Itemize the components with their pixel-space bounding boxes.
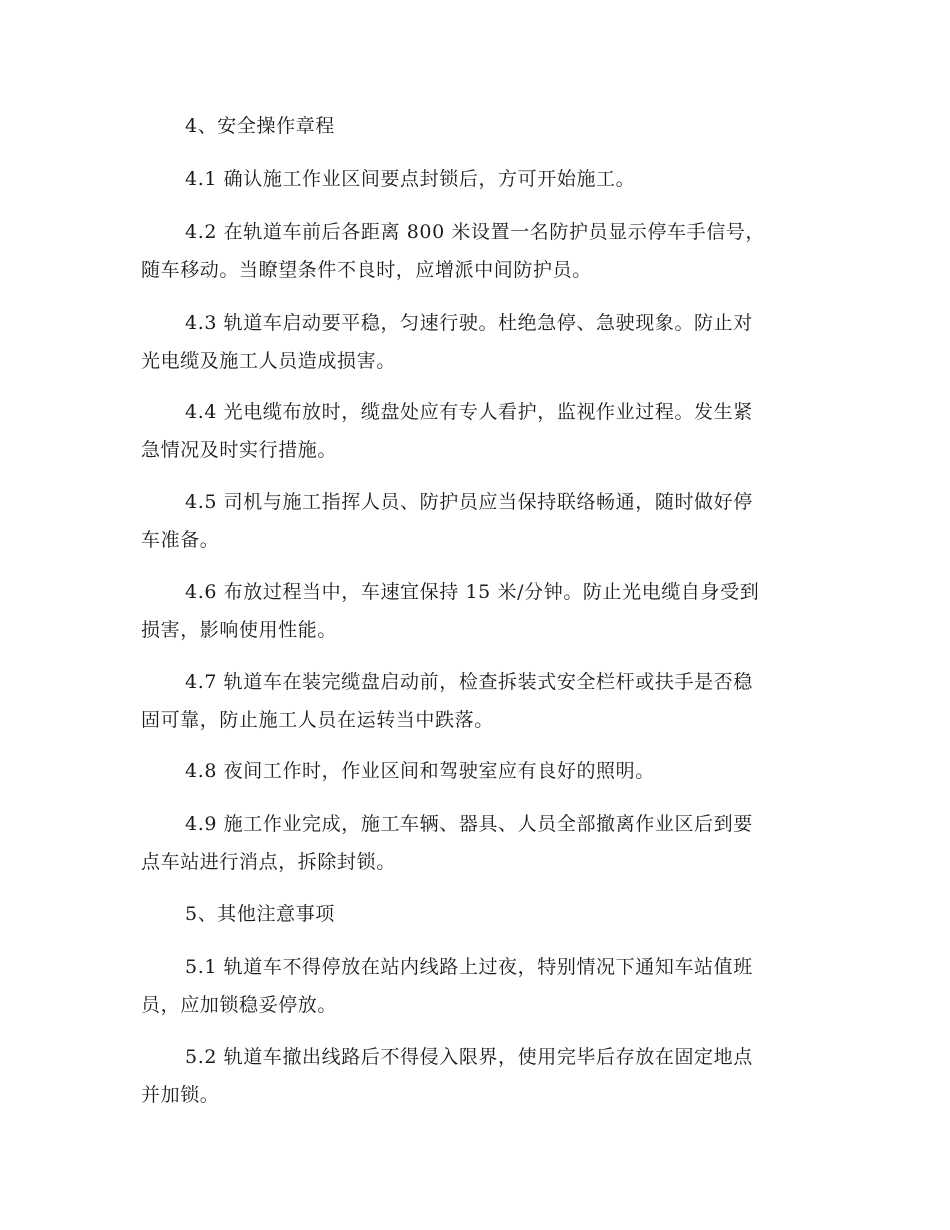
paragraph-4-2 xyxy=(141,213,821,289)
paragraph-line: 4.5 司机与施工指挥人员、防护员应当保持联络畅通，随时做好停 xyxy=(185,491,753,513)
paragraph-4-8 xyxy=(141,752,821,790)
paragraph-line: 急情况及时实行措施。 xyxy=(141,439,338,461)
paragraph-line: 4.8 夜间工作时，作业区间和驾驶室应有良好的照明。 xyxy=(185,760,655,782)
paragraph-line: 4.9 施工作业完成，施工车辆、器具、人员全部撤离作业区后到要 xyxy=(185,813,753,835)
paragraph-4-1 xyxy=(141,160,821,198)
paragraph-4-9 xyxy=(141,805,821,881)
paragraph-line: 车准备。 xyxy=(141,529,220,551)
paragraph-4-7 xyxy=(141,663,821,739)
paragraph-line: 点车站进行消点，拆除封锁。 xyxy=(141,851,396,873)
paragraph-line: 4.3 轨道车启动要平稳，匀速行驶。杜绝急停、急驶现象。防止对 xyxy=(185,312,753,334)
paragraph-line: 5.2 轨道车撤出线路后不得侵入限界，使用完毕后存放在固定地点 xyxy=(185,1046,753,1068)
paragraph-4-4 xyxy=(141,393,821,469)
section-heading-safety-rules xyxy=(141,107,821,145)
paragraph-line: 4.1 确认施工作业区间要点封锁后，方可开始施工。 xyxy=(185,168,636,190)
paragraph-line: 随车移动。当瞭望条件不良时，应增派中间防护员。 xyxy=(141,259,592,281)
paragraph-5-1 xyxy=(141,948,821,1024)
paragraph-5-2 xyxy=(141,1038,821,1114)
paragraph-line: 4.4 光电缆布放时，缆盘处应有专人看护，监视作业过程。发生紧 xyxy=(185,401,753,423)
paragraph-line: 4.2 在轨道车前后各距离 800 米设置一名防护员显示停车手信号， xyxy=(185,221,766,243)
paragraph-line: 5、其他注意事项 xyxy=(185,903,335,925)
section-heading-other-notes xyxy=(141,895,821,933)
paragraph-line: 4、安全操作章程 xyxy=(185,115,335,137)
paragraph-line: 光电缆及施工人员造成损害。 xyxy=(141,350,396,372)
paragraph-4-5 xyxy=(141,483,821,559)
paragraph-line: 5.1 轨道车不得停放在站内线路上过夜，特别情况下通知车站值班 xyxy=(185,956,753,978)
paragraph-line: 4.7 轨道车在装完缆盘启动前，检查拆装式安全栏杆或扶手是否稳 xyxy=(185,671,753,693)
paragraph-line: 员，应加锁稳妥停放。 xyxy=(141,994,338,1016)
paragraph-4-6 xyxy=(141,573,821,649)
paragraph-line: 固可靠，防止施工人员在运转当中跌落。 xyxy=(141,709,494,731)
paragraph-line: 并加锁。 xyxy=(141,1084,220,1106)
paragraph-4-3 xyxy=(141,304,821,380)
paragraph-line: 4.6 布放过程当中，车速宜保持 15 米/分钟。防止光电缆自身受到 xyxy=(185,581,760,603)
paragraph-line: 损害，影响使用性能。 xyxy=(141,619,338,641)
